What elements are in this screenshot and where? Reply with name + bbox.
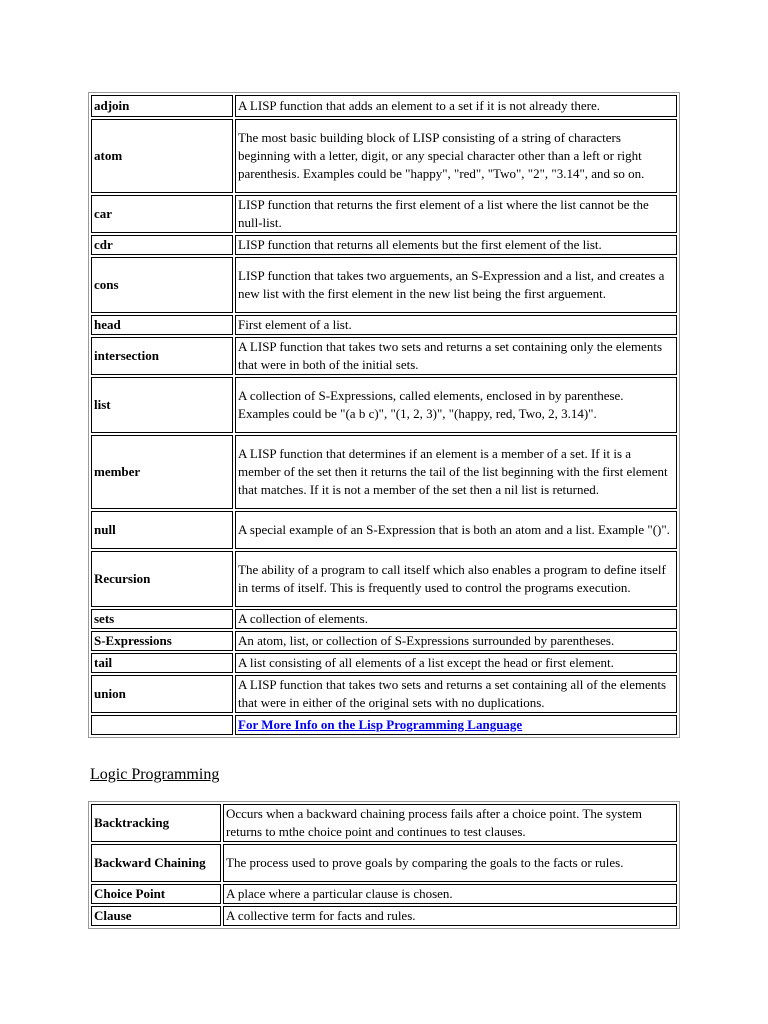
table-row (91, 715, 677, 735)
logic-glossary-table (88, 801, 680, 929)
term-cell: Recursion (91, 551, 233, 607)
term-cell: atom (91, 119, 233, 193)
term-cell: list (91, 377, 233, 433)
definition-cell: A collection of S-Expressions, called elements, enclosed in by parenthese. Examples could be "(a b c)", "(1, 2, 3)", "(happy, red, Two, 2, 3.14)". (235, 377, 677, 433)
term-cell: head (91, 315, 233, 335)
definition-cell: A LISP function that determines if an element is a member of a set. If it is a member of the set then it returns the tail of the list beginning with the first element that matches. If it is not a member of the set then a nil list is returned. (235, 435, 677, 509)
term-cell: adjoin (91, 95, 233, 117)
term-cell: cons (91, 257, 233, 313)
definition-cell: Occurs when a backward chaining process fails after a choice point. The system returns to mthe choice point and continues to test clauses. (223, 804, 677, 842)
term-cell: intersection (91, 337, 233, 375)
table-row (91, 884, 677, 904)
table-row (91, 315, 677, 335)
table-row (91, 804, 677, 842)
table-row (91, 257, 677, 313)
term-cell: null (91, 511, 233, 549)
table-row (91, 235, 677, 255)
definition-cell: An atom, list, or collection of S-Expressions surrounded by parentheses. (235, 631, 677, 651)
term-cell: sets (91, 609, 233, 629)
lisp-glossary-table (88, 92, 680, 738)
definition-cell: LISP function that returns all elements but the first element of the list. (235, 235, 677, 255)
definition-cell: A special example of an S-Expression that is both an atom and a list. Example "()". (235, 511, 677, 549)
section-heading: Logic Programming (90, 766, 220, 783)
term-cell: tail (91, 653, 233, 673)
definition-cell: A place where a particular clause is chosen. (223, 884, 677, 904)
term-cell: Backward Chaining (91, 844, 221, 882)
definition-cell: First element of a list. (235, 315, 677, 335)
definition-cell: LISP function that returns the first element of a list where the list cannot be the null-list. (235, 195, 677, 233)
definition-cell: A collective term for facts and rules. (223, 906, 677, 926)
table-row (91, 337, 677, 375)
term-cell: Clause (91, 906, 221, 926)
term-cell: car (91, 195, 233, 233)
definition-cell: The process used to prove goals by comparing the goals to the facts or rules. (223, 844, 677, 882)
definition-cell: A LISP function that takes two sets and returns a set containing only the elements that were in both of the initial sets. (235, 337, 677, 375)
definition-cell: The most basic building block of LISP consisting of a string of characters beginning with a letter, digit, or any special character other than a left or right parenthesis. Examples could be "happy", "red", "Two", "2", "3.14", and so on. (235, 119, 677, 193)
table-row (91, 675, 677, 713)
table-row (91, 653, 677, 673)
definition-cell: A LISP function that adds an element to a set if it is not already there. (235, 95, 677, 117)
table-row (91, 377, 677, 433)
table-row (91, 511, 677, 549)
definition-cell: The ability of a program to call itself which also enables a program to define itself in terms of itself. This is frequently used to control the programs execution. (235, 551, 677, 607)
table-row (91, 631, 677, 651)
term-cell: S-Expressions (91, 631, 233, 651)
definition-cell: LISP function that takes two arguements, an S-Expression and a list, and creates a new list with the first element in the new list being the first arguement. (235, 257, 677, 313)
table-row (91, 435, 677, 509)
term-cell: union (91, 675, 233, 713)
table-row (91, 119, 677, 193)
definition-cell: A list consisting of all elements of a list except the head or first element. (235, 653, 677, 673)
term-cell: cdr (91, 235, 233, 255)
table-row (91, 609, 677, 629)
term-cell: member (91, 435, 233, 509)
table-row (91, 844, 677, 882)
more-info-cell (235, 715, 677, 735)
more-info-link[interactable]: For More Info on the Lisp Programming Language (238, 717, 523, 732)
definition-cell: A LISP function that takes two sets and returns a set containing all of the elements that were in either of the original sets with no duplications. (235, 675, 677, 713)
term-cell: Choice Point (91, 884, 221, 904)
definition-cell: A collection of elements. (235, 609, 677, 629)
term-cell: Backtracking (91, 804, 221, 842)
table-row (91, 906, 677, 926)
table-row (91, 551, 677, 607)
table-row (91, 195, 677, 233)
table-row (91, 95, 677, 117)
empty-term-cell (91, 715, 233, 735)
